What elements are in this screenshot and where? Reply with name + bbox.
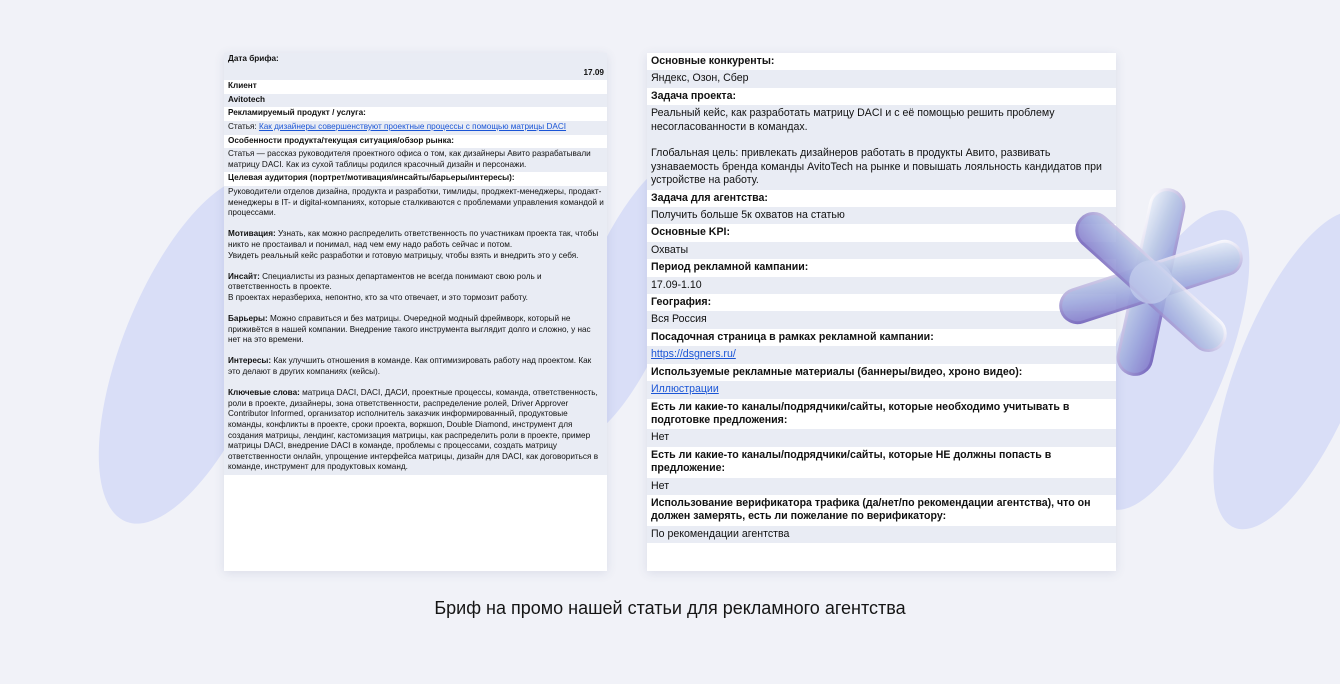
materials-label: Используемые рекламные материалы (баннеры/видео, хроно видео): (647, 364, 1116, 381)
motivation-text-2: Увидеть реальный кейс разработки и готовую матрицыу, чтобы взять и внедрить это у себя. (228, 250, 579, 260)
asterisk-glass-icon (1052, 183, 1250, 381)
verifier-label: Использование верификатора трафика (да/нет/по рекомендации агентства), что он должен замерять, есть ли пожелание по верификатору: (647, 495, 1116, 526)
date-label: Дата брифа: (228, 54, 279, 63)
materials-value (647, 381, 1116, 398)
client-label-row (224, 80, 607, 94)
features-text: Статья — рассказ руководителя проектного офиса о том, как дизайнеры Авито разрабатывали матрицу DACI. Как из сухой таблицы родился красочный дизайн и персонажи. (224, 148, 607, 172)
landing-link[interactable]: https://dsgners.ru/ (651, 348, 736, 361)
client-value: Avitotech (224, 94, 607, 108)
competitors-value: Яндекс, Озон, Сбер (647, 70, 1116, 87)
landing-value (647, 346, 1116, 363)
geo-value: Вся Россия (647, 311, 1116, 328)
insight-label: Инсайт: (228, 271, 260, 281)
barriers-paragraph (228, 314, 604, 346)
product-article-link[interactable]: Как дизайнеры совершенствуют проектные процессы с помощью матрицы DACI (258, 121, 567, 131)
materials-link[interactable]: Иллюстрации (651, 383, 719, 396)
audience-label: Целевая аудитория (портрет/мотивация/инсайты/барьеры/интересы): (228, 173, 515, 183)
product-label: Рекламируемый продукт / услуга: (228, 108, 366, 118)
product-prefix: Статья: (228, 121, 259, 131)
no-channels-value: Нет (647, 478, 1116, 495)
brief-date-row (224, 53, 607, 67)
keywords-text: матрица DACI, DACI, ДАСИ, проектные процессы, команда, ответственность, роли в проекте, дизайнеры, зона ответственности, распределение ролей, Driver Approver Contributor Informed, организатор исполнитель заказчик информированный, продуктовые команды, конфликты в проекте, сроки проекта, воркшоп, Double Diamond, инструмент для создания матрицы, лендинг, кастомизация матрицы, как распределить роли в проекте, пример матрицы DACI, внедрение DACI в команде, проблемы с процессами, создать матрицу ответственности онлайн, упрощение интерфейса матрицы, дизайн для DACI, как договориться в команде, инструмент для продуктовых команд. (228, 388, 599, 472)
product-value (224, 121, 607, 135)
no-channels-label: Есть ли какие-то каналы/подрядчики/сайты, которые НЕ должны попасть в предложение: (647, 447, 1116, 478)
motivation-paragraph (228, 229, 604, 250)
insight-text-2: В проектах неразбериха, непонтно, кто за что отвечает, и это тормозит работу. (228, 292, 528, 302)
brief-right-panel (647, 53, 1116, 571)
insight-text: Специалисты из разных департаментов не всегда понимают свою роль и ответственность в проекте. (228, 271, 542, 292)
task-block (647, 105, 1116, 189)
interests-paragraph (228, 356, 604, 377)
brief-left-panel (224, 53, 607, 571)
kpi-label: Основные KPI: (647, 224, 1116, 241)
geo-label: География: (647, 294, 1116, 311)
features-label-row (224, 135, 607, 149)
image-caption: Бриф на промо нашей статьи для рекламного агентства (434, 598, 906, 618)
keywords-label: Ключевые слова: (228, 388, 300, 398)
verifier-value: По рекомендации агентства (647, 526, 1116, 543)
motivation-label: Мотивация: (228, 229, 276, 239)
product-label-row (224, 107, 607, 121)
kpi-value: Охваты (647, 242, 1116, 259)
task-text: Реальный кейс, как разработать матрицу DACI и с её помощью решить проблему несогласованности в командах. (651, 107, 1055, 133)
audience-text: Руководители отделов дизайна, продукта и разработки, тимлиды, проджект-менеджеры, продакт-менеджеры в IT- и digital-компаниях, которые сталкиваются с проблемами управления командой и процессами. (228, 186, 604, 218)
barriers-text: Можно справиться и без матрицы. Очередной модный фреймворк, который не приживётся в нашей компании. Внедрение такого инструмента выглядит долго и сложно, у нас нет на это времени. (228, 314, 591, 345)
channels-value: Нет (647, 429, 1116, 446)
brief-date-value: 17.09 (224, 67, 607, 81)
audience-label-row (224, 172, 607, 186)
agency-task-label: Задача для агентства: (647, 190, 1116, 207)
insight-paragraph (228, 272, 604, 293)
competitors-label: Основные конкуренты: (647, 53, 1116, 70)
period-label: Период рекламной кампании: (647, 259, 1116, 276)
keywords-paragraph (228, 388, 604, 473)
landing-label: Посадочная страница в рамках рекламной кампании: (647, 329, 1116, 346)
motivation-text: Узнать, как можно распределить ответственность по участникам проекта так, чтобы никто не простаивал и понимал, над чем ему надо работь сейчас и потом. (228, 229, 599, 249)
channels-label: Есть ли какие-то каналы/подрядчики/сайты, которые необходимо учитывать в подготовке предложения: (647, 399, 1116, 430)
interests-label: Интересы: (228, 356, 272, 366)
interests-text: Как улучшить отношения в команде. Как оптимизировать работу над проектом. Как это делают в других компаниях (кейсы). (228, 356, 592, 377)
task-label: Задача проекта: (647, 88, 1116, 105)
audience-block (224, 186, 607, 475)
barriers-label: Барьеры: (228, 314, 268, 324)
client-label: Клиент (228, 81, 257, 91)
features-label: Особенности продукта/текущая ситуация/обзор рынка: (228, 135, 454, 145)
period-value: 17.09-1.10 (647, 277, 1116, 294)
agency-task-value: Получить больше 5к охватов на статью (647, 207, 1116, 224)
task-text-2: Глобальная цель: привлекать дизайнеров работать в продукты Авито, развивать узнаваемость бренда команды AvitoTech на рынке и повышать лояльность кандидатов при устройстве на работу. (651, 147, 1102, 187)
